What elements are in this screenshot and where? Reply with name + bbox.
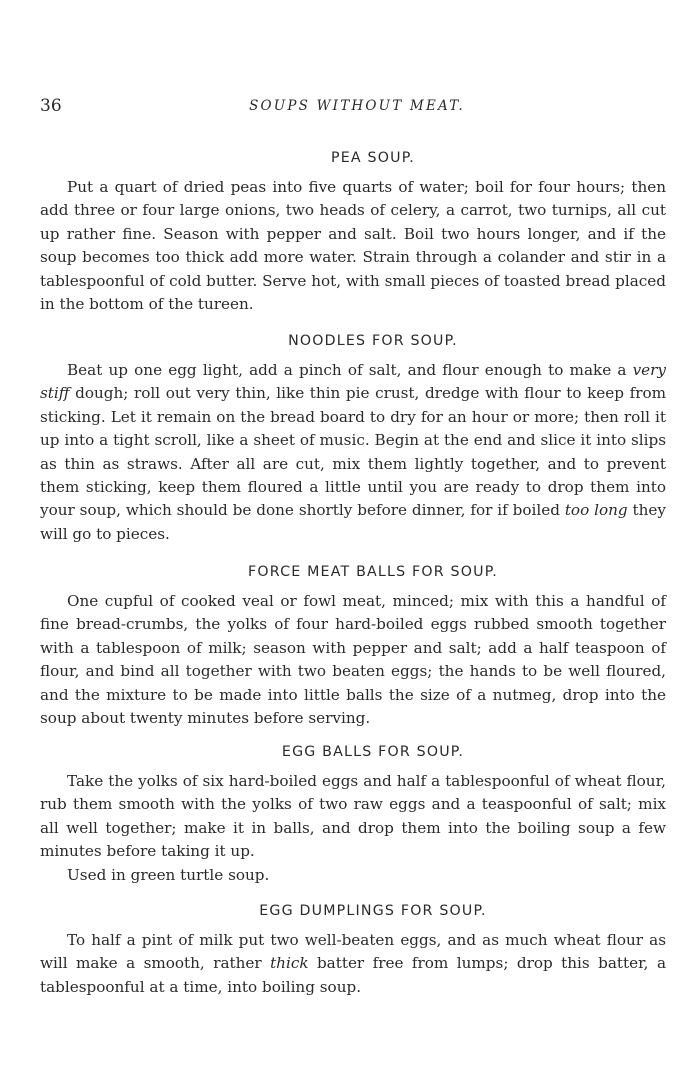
text-run: Beat up one egg light, add a pinch of salt, and flour enough to make a [67,361,633,379]
book-page [40,0,666,1088]
recipe-heading: FORCE MEAT BALLS FOR SOUP. [248,564,498,580]
recipe-paragraph [40,929,666,999]
running-head [40,96,666,122]
recipe-pea-soup [40,148,666,316]
emphasis-text: very stiff [40,361,666,403]
text-run: batter free from lumps; drop this batter, a tablespoonful at a time, into boiling soup. [40,954,666,996]
recipe-heading: NOODLES FOR SOUP. [288,333,458,349]
recipe-note: Used in green turtle soup. [67,865,270,884]
text-run: To half a pint of milk put two well-beaten eggs, and as much wheat flour as will make a smooth, rather [40,931,666,973]
emphasis-text: thick [270,954,309,973]
recipe-paragraph: One cupful of cooked veal or fowl meat, minced; mix with this a handful of fine bread-crumbs, the yolks of four hard-boiled eggs rubbed smooth together with a tablespoon of milk; season with pepper and salt; add a half teaspoon of flour, and bind all together with two beaten eggs; the hands to be well floured, and the mixture to be made into little balls the size of a nutmeg, drop into the soup about twenty minutes before serving. [40,592,666,728]
recipe-paragraph: Take the yolks of six hard-boiled eggs and half a tablespoonful of wheat flour, rub them smooth with the yolks of two raw eggs and a teaspoonful of salt; mix all well together; make it in balls, and drop them into the boiling soup a few minutes before taking it up. [40,772,666,861]
emphasis-text: too long [564,501,628,520]
recipe-egg-dumplings [40,901,666,999]
recipe-heading: EGG DUMPLINGS FOR SOUP. [259,903,487,919]
page-number: 36 [40,96,62,116]
recipe-noodles-for-soup [40,331,666,546]
text-run: they will go to pieces. [40,501,666,543]
recipe-paragraph [40,359,666,546]
recipe-egg-balls [40,742,666,887]
text-run: dough; roll out very thin, like thin pie crust, dredge with flour to keep from sticking. Let it remain on the bread board to dry for an hour or more; then roll it up into a tight scroll, like a sheet of music. Begin at the end and slice it into slips as thin as straws. After all are cut, mix them lightly together, and to prevent them sticking, keep them floured a little until you are ready to drop them into your soup, which should be done shortly before dinner, for if boiled [40,384,666,520]
recipe-heading: EGG BALLS FOR SOUP. [281,744,465,760]
recipe-force-meat-balls [40,562,666,730]
recipe-heading: PEA SOUP. [331,150,415,166]
running-title: SOUPS WITHOUT MEAT. [249,98,465,114]
recipe-paragraph: Put a quart of dried peas into five quarts of water; boil for four hours; then add three or four large onions, two heads of celery, a carrot, two turnips, all cut up rather fine. Season with pepper and salt. Boil two hours longer, and if the soup becomes too thick add more water. Strain through a colander and stir in a tablespoonful of cold butter. Serve hot, with small pieces of toasted bread placed in the bottom of the tureen. [40,178,666,314]
